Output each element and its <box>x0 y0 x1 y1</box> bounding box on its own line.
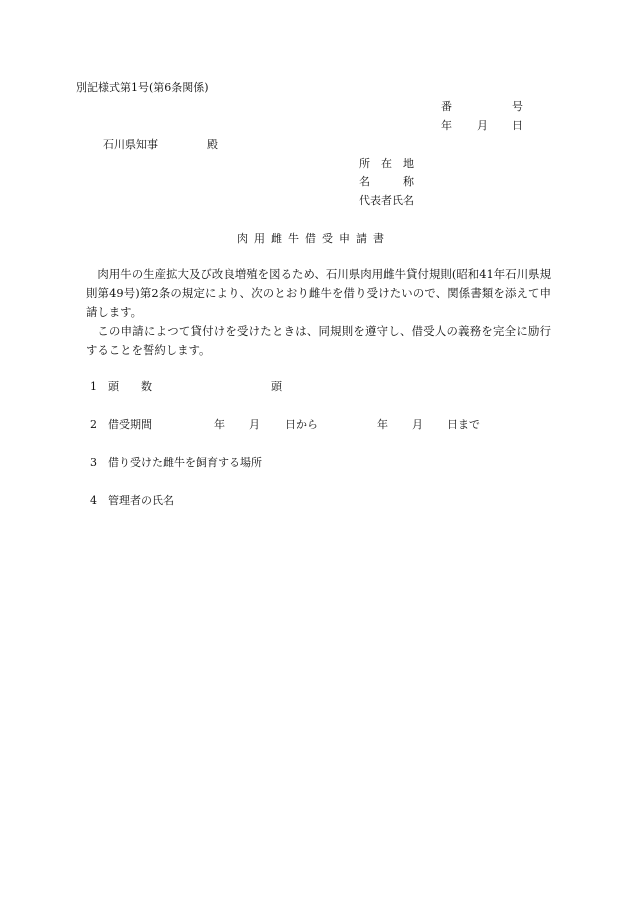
item-4-label: 管理者の氏名 <box>108 494 174 507</box>
item-2-to-month: 月 <box>412 418 423 431</box>
honorific: 殿 <box>207 138 218 151</box>
document-title: 肉用雌牛借受申請書 <box>237 232 390 245</box>
item-2-from-day: 日から <box>285 418 318 431</box>
item-2-to-day: 日まで <box>447 418 480 431</box>
item-2-label: 借受期間 <box>108 418 152 431</box>
item-4-number: 4 <box>90 494 97 507</box>
item-1-unit: 頭 <box>271 380 282 393</box>
date-month-label: 月 <box>477 119 488 132</box>
item-2-from-month: 月 <box>249 418 260 431</box>
location-label: 所 在 地 <box>359 157 414 170</box>
item-3-number: 3 <box>90 456 97 469</box>
addressee: 石川県知事 <box>103 138 158 151</box>
name-label: 名 称 <box>359 175 414 188</box>
ban-label: 番 <box>441 100 452 113</box>
item-2-from-year: 年 <box>214 418 225 431</box>
form-label: 別記様式第1号(第6条関係) <box>76 81 209 94</box>
item-2-number: 2 <box>90 418 97 431</box>
body-paragraph-2: この申請によつて貸付けを受けたときは、同規則を遵守し、借受人の義務を完全に励行することを誓約します。 <box>86 324 551 357</box>
item-2-to-year: 年 <box>377 418 388 431</box>
item-1-number: 1 <box>90 380 97 393</box>
date-year-label: 年 <box>441 119 452 132</box>
body-paragraph-1: 肉用牛の生産拡大及び改良増殖を図るため、石川県肉用雌牛貸付規則(昭和41年石川県規則第49号)第2条の規定により、次のとおり雌牛を借り受けたいので、関係書類を添えて申請します。 <box>86 267 552 319</box>
go-label: 号 <box>512 100 523 113</box>
date-day-label: 日 <box>512 119 523 132</box>
item-3-label: 借り受けた雌牛を飼育する場所 <box>108 456 262 469</box>
item-1-label: 頭 数 <box>108 380 152 393</box>
representative-label: 代表者氏名 <box>359 194 414 207</box>
